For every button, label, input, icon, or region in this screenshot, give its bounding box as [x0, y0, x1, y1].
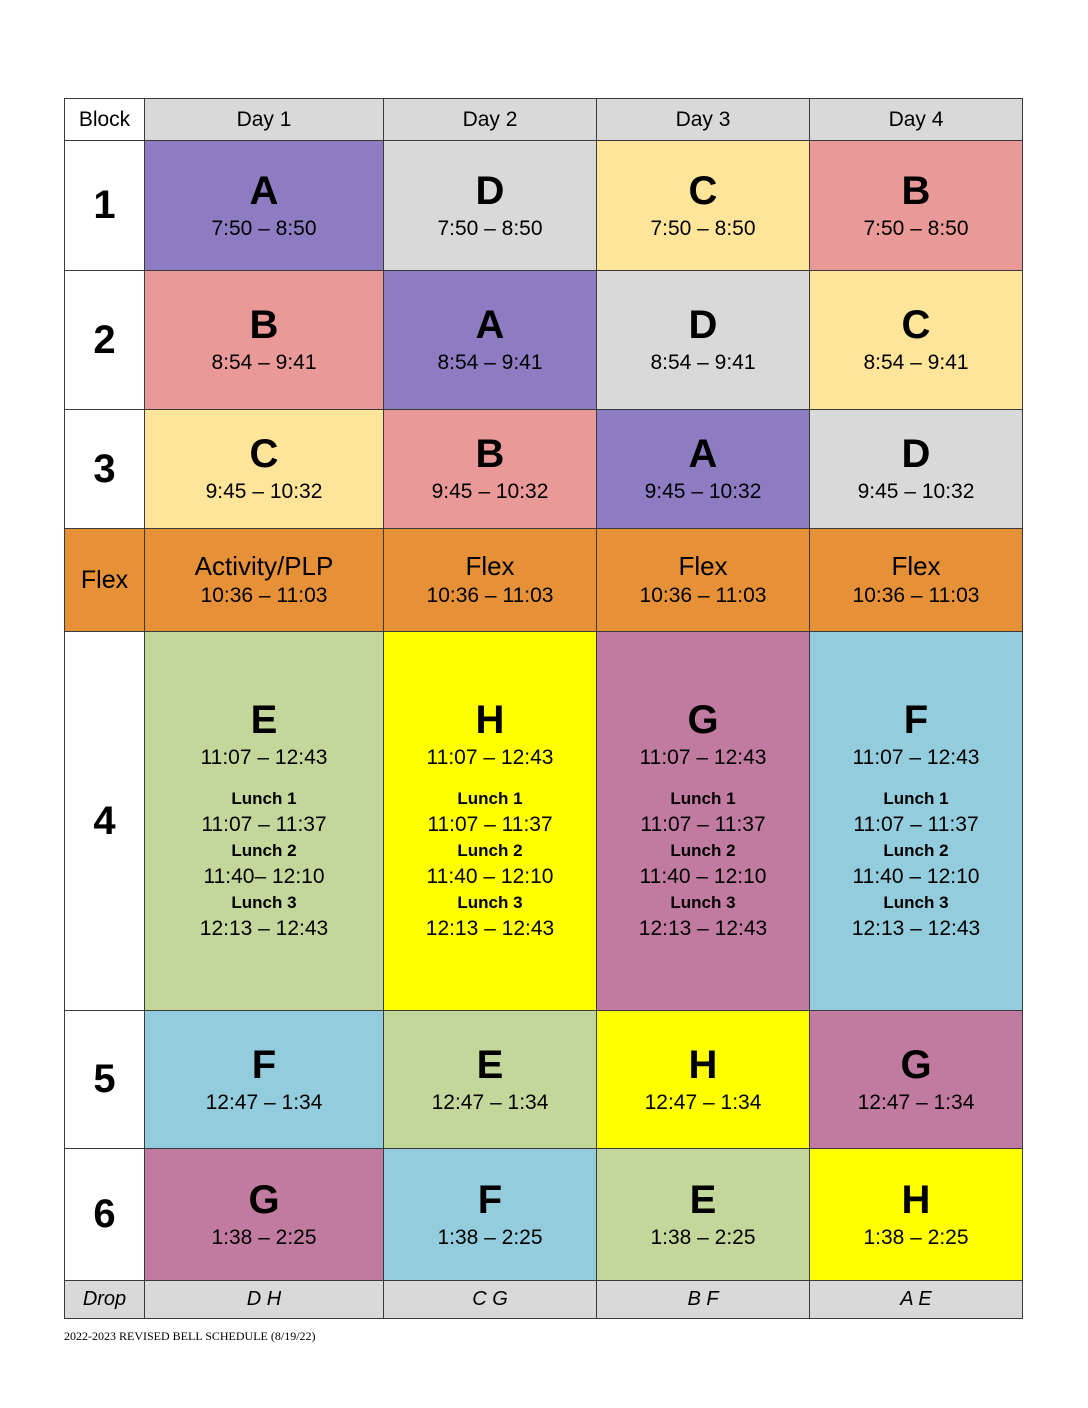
class-time: 11:07 – 12:43: [200, 746, 328, 769]
lunch-label: Lunch 3: [883, 893, 949, 912]
class-time: 9:45 – 10:32: [431, 480, 549, 503]
block-1-row: [65, 141, 1023, 271]
class-time: 12:47 – 1:34: [431, 1090, 549, 1114]
class-letter: B: [249, 303, 279, 347]
class-cell: [384, 1149, 597, 1281]
lunch-label: Lunch 2: [670, 841, 736, 860]
lunch-label: Lunch 2: [457, 841, 523, 860]
block-3-row: [65, 410, 1023, 529]
class-time: 7:50 – 8:50: [650, 216, 756, 240]
class-letter: E: [250, 698, 278, 742]
lunch-time: 12:13 – 12:43: [425, 917, 555, 940]
block-number: 1: [65, 141, 145, 271]
class-letter: F: [477, 1177, 503, 1222]
block-6-row: [65, 1149, 1023, 1281]
class-time: 7:50 – 8:50: [211, 216, 317, 240]
flex-cell: [145, 529, 384, 632]
class-time: 11:07 – 12:43: [852, 746, 980, 769]
class-cell: [810, 410, 1023, 529]
class-letter: D: [475, 168, 505, 213]
class-time: 1:38 – 2:25: [437, 1225, 543, 1249]
class-cell: [145, 410, 384, 529]
day-3-header: Day 3: [597, 99, 810, 141]
class-time: 12:47 – 1:34: [205, 1090, 323, 1114]
class-time: 7:50 – 8:50: [863, 216, 969, 240]
flex-title: Flex: [465, 551, 515, 581]
class-time: 7:50 – 8:50: [437, 216, 543, 240]
class-cell: [597, 1011, 810, 1149]
class-letter: F: [903, 698, 929, 742]
lunch-time: 11:07 – 11:37: [640, 813, 766, 836]
class-time: 1:38 – 2:25: [211, 1225, 317, 1249]
day-2-header: Day 2: [384, 99, 597, 141]
flex-time: 10:36 – 11:03: [426, 584, 554, 607]
lunch-label: Lunch 1: [457, 789, 523, 808]
class-cell: [810, 271, 1023, 410]
flex-cell: [597, 529, 810, 632]
class-cell: [597, 271, 810, 410]
lunch-list: [810, 788, 1022, 944]
flex-time: 10:36 – 11:03: [852, 584, 980, 607]
flex-title: Flex: [678, 551, 728, 581]
block-number: 6: [65, 1149, 145, 1281]
lunch-label: Lunch 2: [883, 841, 949, 860]
class-letter: A: [688, 432, 718, 476]
lunch-time: 11:40 – 12:10: [426, 865, 554, 888]
lunch-label: Lunch 2: [231, 841, 297, 860]
class-letter: C: [249, 432, 279, 476]
flex-cell: [810, 529, 1023, 632]
lunch-label: Lunch 1: [883, 789, 949, 808]
class-cell: [384, 410, 597, 529]
block-number: 5: [65, 1011, 145, 1149]
lunch-time: 12:13 – 12:43: [851, 917, 981, 940]
class-cell: [384, 632, 597, 1011]
lunch-time: 11:40 – 12:10: [852, 865, 980, 888]
class-cell: [145, 1011, 384, 1149]
class-time: 8:54 – 9:41: [650, 351, 756, 374]
class-time: 8:54 – 9:41: [437, 351, 543, 374]
class-letter: A: [249, 168, 279, 213]
class-letter: B: [901, 168, 931, 213]
class-time: 9:45 – 10:32: [857, 480, 975, 503]
class-time: 8:54 – 9:41: [211, 351, 317, 374]
class-cell: [597, 410, 810, 529]
flex-cell: [384, 529, 597, 632]
class-letter: G: [248, 1177, 280, 1222]
class-time: 12:47 – 1:34: [857, 1090, 975, 1114]
flex-row: [65, 529, 1023, 632]
class-letter: F: [251, 1042, 277, 1087]
class-cell: [145, 632, 384, 1011]
class-letter: E: [689, 1177, 717, 1222]
block-number: 4: [65, 632, 145, 1011]
block-number: 2: [65, 271, 145, 410]
class-letter: E: [476, 1042, 504, 1087]
lunch-time: 11:40– 12:10: [203, 865, 325, 888]
class-cell: [810, 1011, 1023, 1149]
lunch-list: [384, 788, 596, 944]
class-time: 11:07 – 12:43: [639, 746, 767, 769]
drop-value: C G: [384, 1281, 597, 1319]
day-4-header: Day 4: [810, 99, 1023, 141]
block-header: Block: [65, 99, 145, 141]
class-cell: [384, 141, 597, 271]
flex-time: 10:36 – 11:03: [200, 584, 328, 607]
class-cell: [384, 1011, 597, 1149]
drop-value: A E: [810, 1281, 1023, 1319]
lunch-label: Lunch 1: [670, 789, 736, 808]
class-letter: H: [475, 698, 505, 742]
lunch-label: Lunch 3: [670, 893, 736, 912]
class-time: 11:07 – 12:43: [426, 746, 554, 769]
drop-value: B F: [597, 1281, 810, 1319]
lunch-time: 12:13 – 12:43: [199, 917, 329, 940]
class-cell: [597, 1149, 810, 1281]
class-cell: [384, 271, 597, 410]
class-cell: [810, 141, 1023, 271]
lunch-time: 11:07 – 11:37: [427, 813, 553, 836]
lunch-list: [145, 788, 383, 944]
drop-label: Drop: [65, 1281, 145, 1319]
class-letter: C: [901, 303, 931, 347]
class-letter: H: [688, 1042, 718, 1087]
class-letter: G: [900, 1042, 932, 1087]
class-cell: [597, 632, 810, 1011]
class-time: 1:38 – 2:25: [863, 1225, 969, 1249]
block-5-row: [65, 1011, 1023, 1149]
block-2-row: [65, 271, 1023, 410]
day-1-header: Day 1: [145, 99, 384, 141]
class-time: 1:38 – 2:25: [650, 1225, 756, 1249]
lunch-label: Lunch 3: [231, 893, 297, 912]
footer-note: 2022-2023 REVISED BELL SCHEDULE (8/19/22): [64, 1329, 316, 1343]
flex-title: Activity/PLP: [194, 551, 334, 581]
header-row: [65, 99, 1023, 141]
lunch-time: 11:07 – 11:37: [201, 813, 327, 836]
drop-row: [65, 1281, 1023, 1319]
bell-schedule-table: [64, 98, 1023, 1319]
class-letter: C: [688, 168, 718, 213]
lunch-time: 12:13 – 12:43: [638, 917, 768, 940]
class-letter: G: [687, 698, 719, 742]
class-letter: D: [688, 303, 718, 347]
class-cell: [597, 141, 810, 271]
block-number: 3: [65, 410, 145, 529]
class-cell: [810, 632, 1023, 1011]
lunch-list: [597, 788, 809, 944]
class-time: 9:45 – 10:32: [205, 480, 323, 503]
class-letter: A: [475, 303, 505, 347]
class-cell: [810, 1149, 1023, 1281]
class-letter: B: [475, 432, 505, 476]
flex-title: Flex: [891, 551, 941, 581]
lunch-time: 11:40 – 12:10: [639, 865, 767, 888]
lunch-label: Lunch 1: [231, 789, 297, 808]
class-time: 12:47 – 1:34: [644, 1090, 762, 1114]
class-cell: [145, 271, 384, 410]
drop-value: D H: [145, 1281, 384, 1319]
lunch-time: 11:07 – 11:37: [853, 813, 979, 836]
class-time: 9:45 – 10:32: [644, 480, 762, 503]
flex-label: Flex: [65, 529, 145, 632]
class-cell: [145, 141, 384, 271]
flex-time: 10:36 – 11:03: [639, 584, 767, 607]
lunch-label: Lunch 3: [457, 893, 523, 912]
class-letter: D: [901, 432, 931, 476]
class-letter: H: [901, 1177, 931, 1222]
class-time: 8:54 – 9:41: [863, 351, 969, 374]
class-cell: [145, 1149, 384, 1281]
block-4-row: [65, 632, 1023, 1011]
